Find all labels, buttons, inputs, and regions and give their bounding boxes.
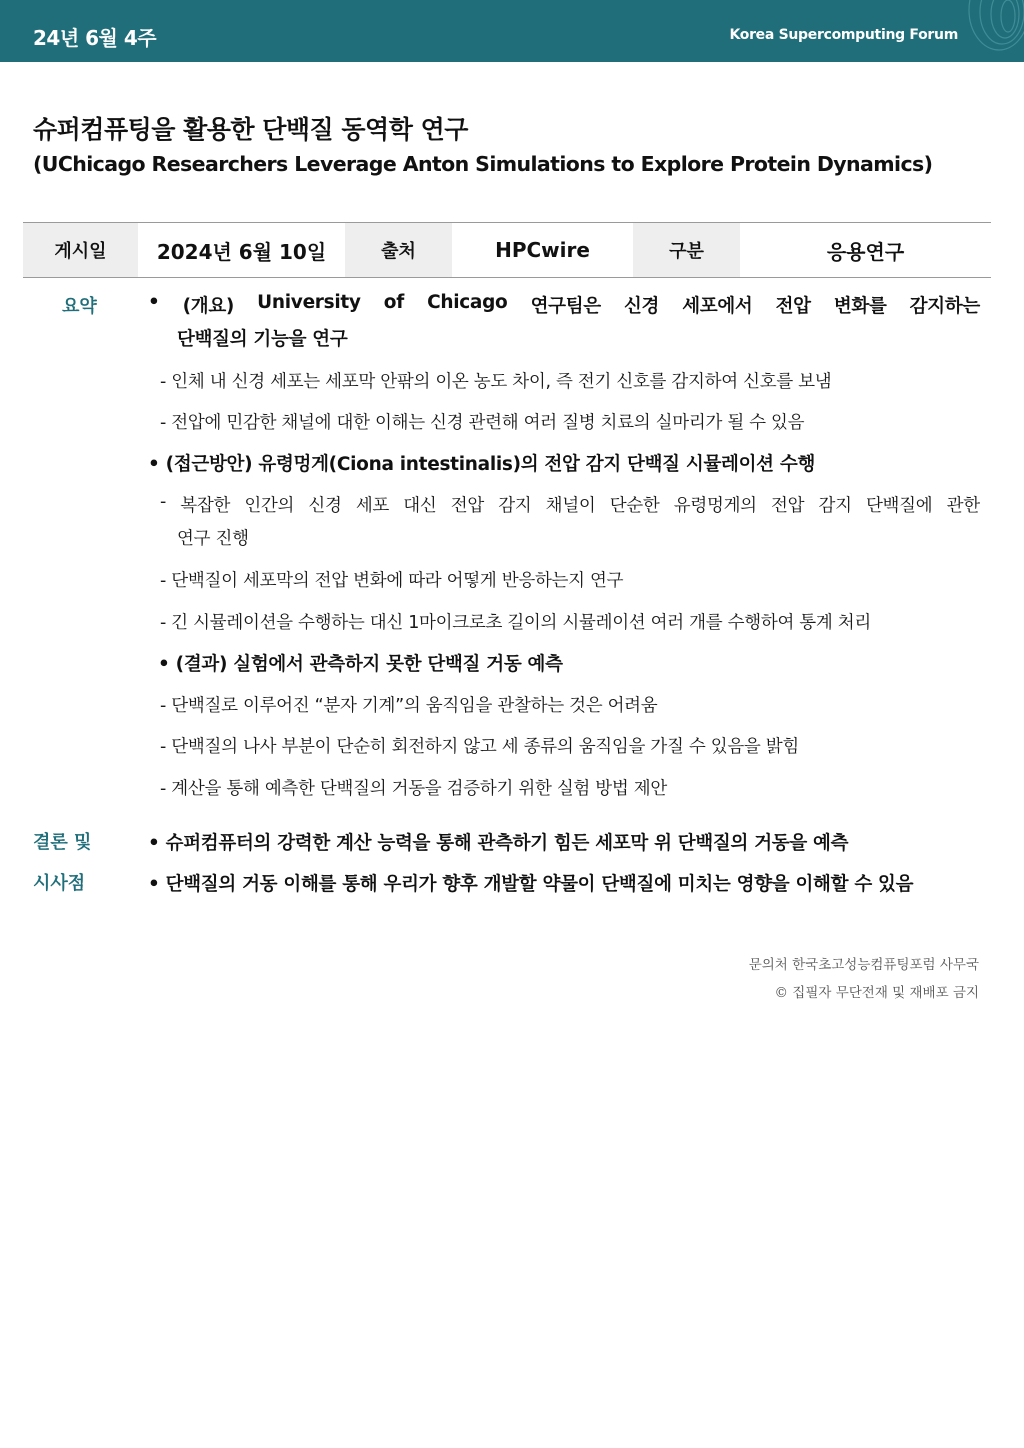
conclusion-bullet: • 슈퍼컴퓨터의 강력한 계산 능력을 통해 관측하기 힘든 세포막 위 단백질의 거동을 예측 [148,833,849,854]
meta-table [23,222,991,278]
bullet-word: 신경 [623,296,660,317]
bullet-word: 변화를 [833,296,887,317]
bullet-word: (개요) [182,296,235,317]
conclusion-bullet: • 단백질의 거동 이해를 통해 우리가 향후 개발할 약물이 단백질에 미치는 영향을 이해할 수 있음 [148,874,914,895]
sub-word: 신경 [308,496,342,516]
summary-bullet-result: • (결과) 실험에서 관측하지 못한 단백질 거동 예측 [158,654,563,675]
sub-word: 감지 [498,496,532,516]
sub-word: 유령멍게의 [673,496,757,516]
bullet-word: 연구팀은 [530,296,601,317]
sub-word: 전압 [450,496,484,516]
page-header [0,0,1024,62]
bullet-word: 세포에서 [682,296,753,317]
summary-sub-item [160,492,980,517]
conclusion-label-line2: 시사점 [33,873,86,894]
summary-sub-item: - 단백질이 세포막의 전압 변화에 따라 어떻게 반응하는지 연구 [160,571,624,591]
summary-sub-item: - 긴 시뮬레이션을 수행하는 대신 1마이크로초 길이의 시뮬레이션 여러 개를 수행하여 통계 처리 [160,613,871,633]
sub-word: 인간의 [244,496,295,516]
bullet-word: 전압 [775,296,811,317]
summary-bullet-approach: • (접근방안) 유령멍게(Ciona intestinalis)의 전압 감지 단백질 시뮬레이션 수행 [148,454,816,475]
issue-week: 24년 6월 4주 [33,26,157,50]
sub-word: 전압 [771,496,805,516]
bullet-word: 감지하는 [909,296,980,317]
bullet-word: Chicago [427,292,508,313]
source-label: 출처 [345,223,452,277]
category-value: 응용연구 [826,239,905,264]
posted-date-label: 게시일 [23,223,138,277]
summary-sub-item: - 단백질로 이루어진 “분자 기계”의 움직임을 관찰하는 것은 어려움 [160,696,658,716]
sub-word: 단백질에 [865,496,933,516]
summary-label: 요약 [62,296,97,317]
sub-word: - [160,492,167,512]
bullet-word: • [148,292,160,313]
footer-copyright: © 집필자 무단전재 및 재배포 금지 [774,985,979,1001]
category-label: 구분 [633,223,740,277]
summary-sub-item: - 계산을 통해 예측한 단백질의 거동을 검증하기 위한 실험 방법 제안 [160,779,667,799]
summary-sub-item: - 단백질의 나사 부분이 단순히 회전하지 않고 세 종류의 움직임을 가질 수 있음을 밝힘 [160,737,799,757]
sub-word: 관한 [946,496,980,516]
header-swirl-decoration [904,0,1024,62]
sub-word: 감지 [818,496,852,516]
title-english: (UChicago Researchers Leverage Anton Simulations to Explore Protein Dynamics) [33,152,933,176]
sub-word: 채널이 [545,496,596,516]
summary-sub-item-cont: 연구 진행 [177,529,249,549]
source-value: HPCwire [495,238,590,262]
bullet-word: University [257,292,361,313]
summary-bullet-overview-cont: 단백질의 기능을 연구 [177,329,348,350]
title-korean: 슈퍼컴퓨팅을 활용한 단백질 동역학 연구 [33,115,468,144]
sub-word: 대신 [403,496,437,516]
sub-word: 단순한 [609,496,660,516]
summary-bullet-overview [148,292,980,318]
summary-sub-item: - 전압에 민감한 채널에 대한 이해는 신경 관련해 여러 질병 치료의 실마리가 될 수 있음 [160,413,805,433]
sub-word: 세포 [355,496,390,516]
conclusion-label-line1: 결론 및 [33,832,92,853]
summary-sub-item: - 인체 내 신경 세포는 세포막 안팎의 이온 농도 차이, 즉 전기 신호를 감지하여 신호를 보냄 [160,372,832,392]
sub-word: 복잡한 [180,496,231,516]
forum-name: Korea Supercomputing Forum [729,27,958,43]
bullet-word: of [383,292,404,313]
footer-contact: 문의처 한국초고성능컴퓨팅포럼 사무국 [748,957,979,973]
posted-date-value: 2024년 6월 10일 [156,239,327,264]
